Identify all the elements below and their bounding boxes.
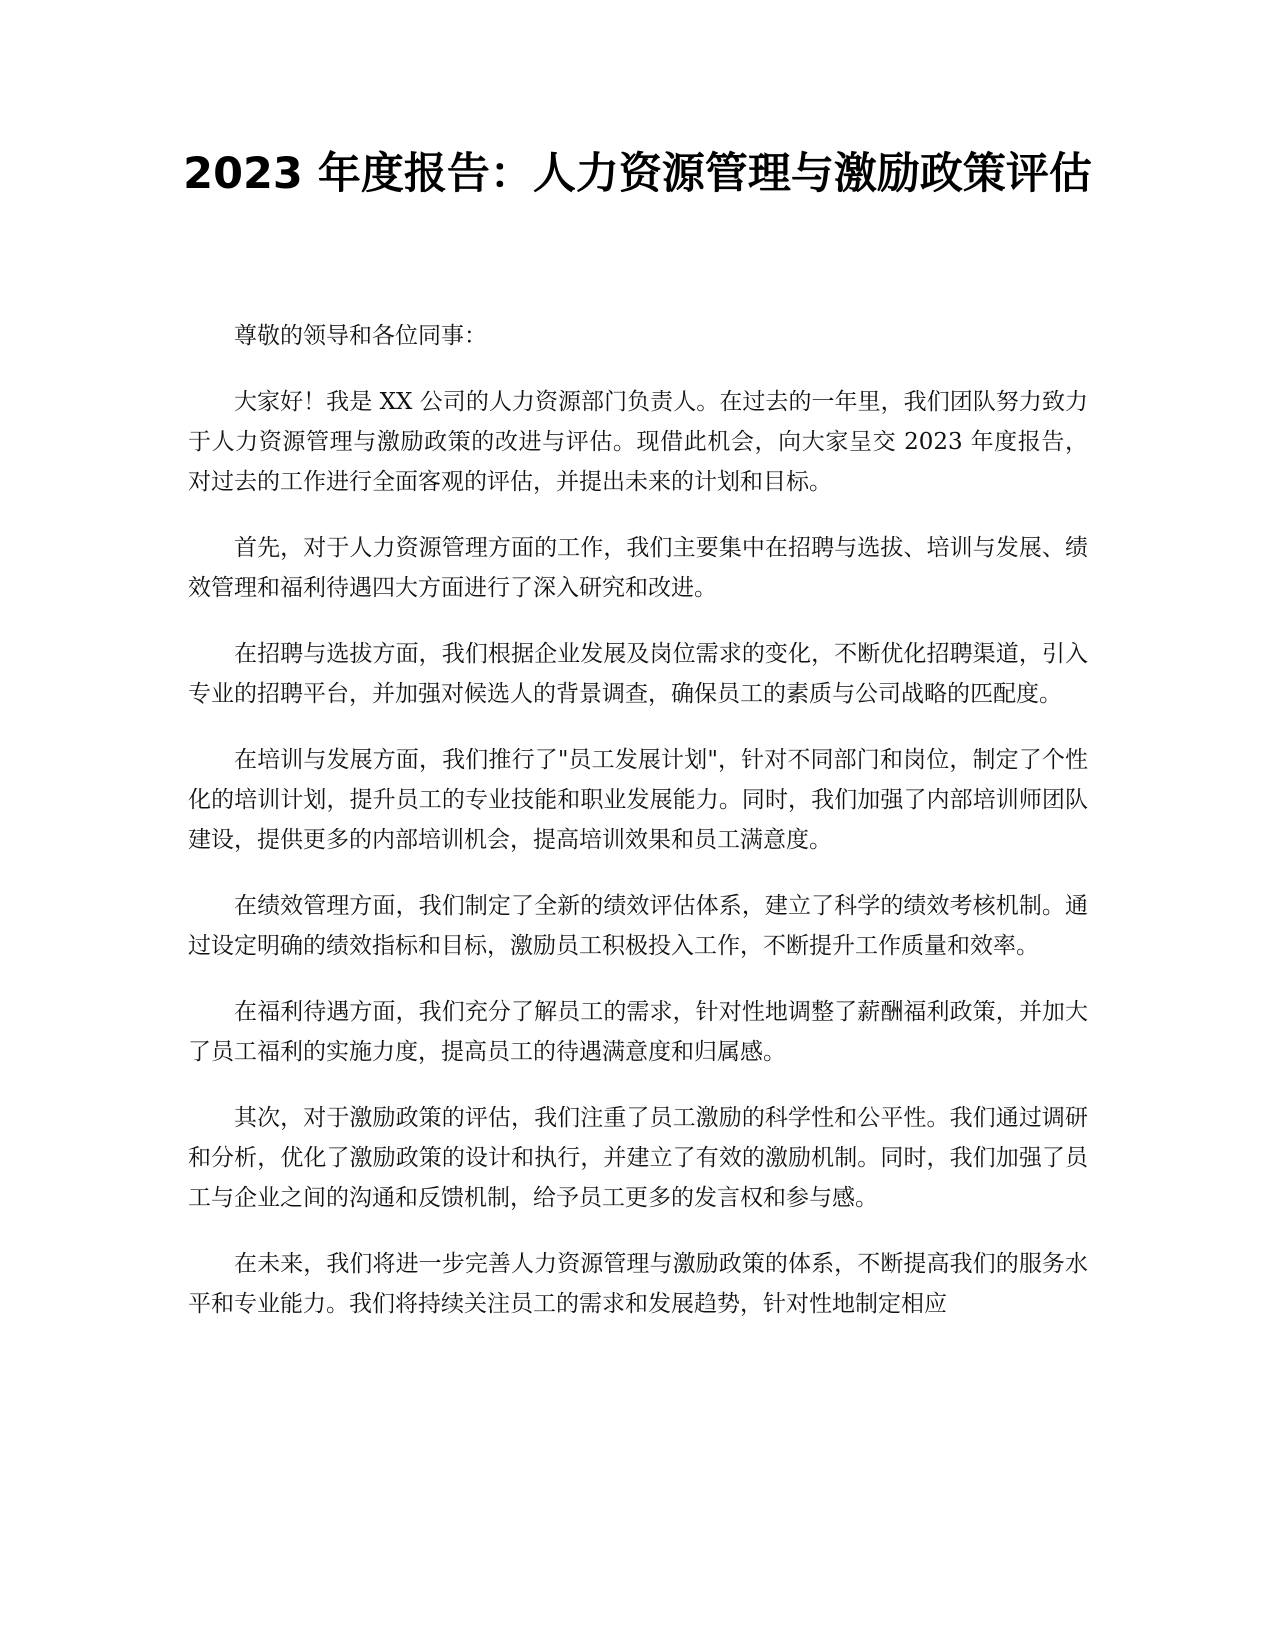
paragraph-training: 在培训与发展方面，我们推行了"员工发展计划"，针对不同部门和岗位，制定了个性化的培训计划，提升员工的专业技能和职业发展能力。同时，我们加强了内部培训师团队建设，提供更多的内部培训机会，提高培训效果和员工满意度。 bbox=[188, 747, 1088, 853]
paragraph-recruitment: 在招聘与选拔方面，我们根据企业发展及岗位需求的变化，不断优化招聘渠道，引入专业的招聘平台，并加强对候选人的背景调查，确保员工的素质与公司战略的匹配度。 bbox=[188, 641, 1088, 707]
paragraph-future: 在未来，我们将进一步完善人力资源管理与激励政策的体系，不断提高我们的服务水平和专业能力。我们将持续关注员工的需求和发展趋势，针对性地制定相应 bbox=[188, 1251, 1088, 1317]
document-body bbox=[188, 316, 1088, 1350]
paragraph-hr-overview: 首先，对于人力资源管理方面的工作，我们主要集中在招聘与选拔、培训与发展、绩效管理和福利待遇四大方面进行了深入研究和改进。 bbox=[188, 535, 1088, 601]
salutation: 尊敬的领导和各位同事： bbox=[234, 323, 487, 349]
paragraph-performance: 在绩效管理方面，我们制定了全新的绩效评估体系，建立了科学的绩效考核机制。通过设定明确的绩效指标和目标，激励员工积极投入工作，不断提升工作质量和效率。 bbox=[188, 893, 1088, 959]
paragraph-benefits: 在福利待遇方面，我们充分了解员工的需求，针对性地调整了薪酬福利政策，并加大了员工福利的实施力度，提高员工的待遇满意度和归属感。 bbox=[188, 999, 1088, 1065]
paragraph-incentive-evaluation: 其次，对于激励政策的评估，我们注重了员工激励的科学性和公平性。我们通过调研和分析，优化了激励政策的设计和执行，并建立了有效的激励机制。同时，我们加强了员工与企业之间的沟通和反馈机制，给予员工更多的发言权和参与感。 bbox=[188, 1105, 1088, 1211]
paragraph-intro: 大家好！我是 XX 公司的人力资源部门负责人。在过去的一年里，我们团队努力致力于人力资源管理与激励政策的改进与评估。现借此机会，向大家呈交 2023 年度报告，对过去的工作进行全面客观的评估，并提出未来的计划和目标。 bbox=[188, 389, 1088, 495]
document-title: 2023 年度报告：人力资源管理与激励政策评估 bbox=[183, 149, 1092, 199]
